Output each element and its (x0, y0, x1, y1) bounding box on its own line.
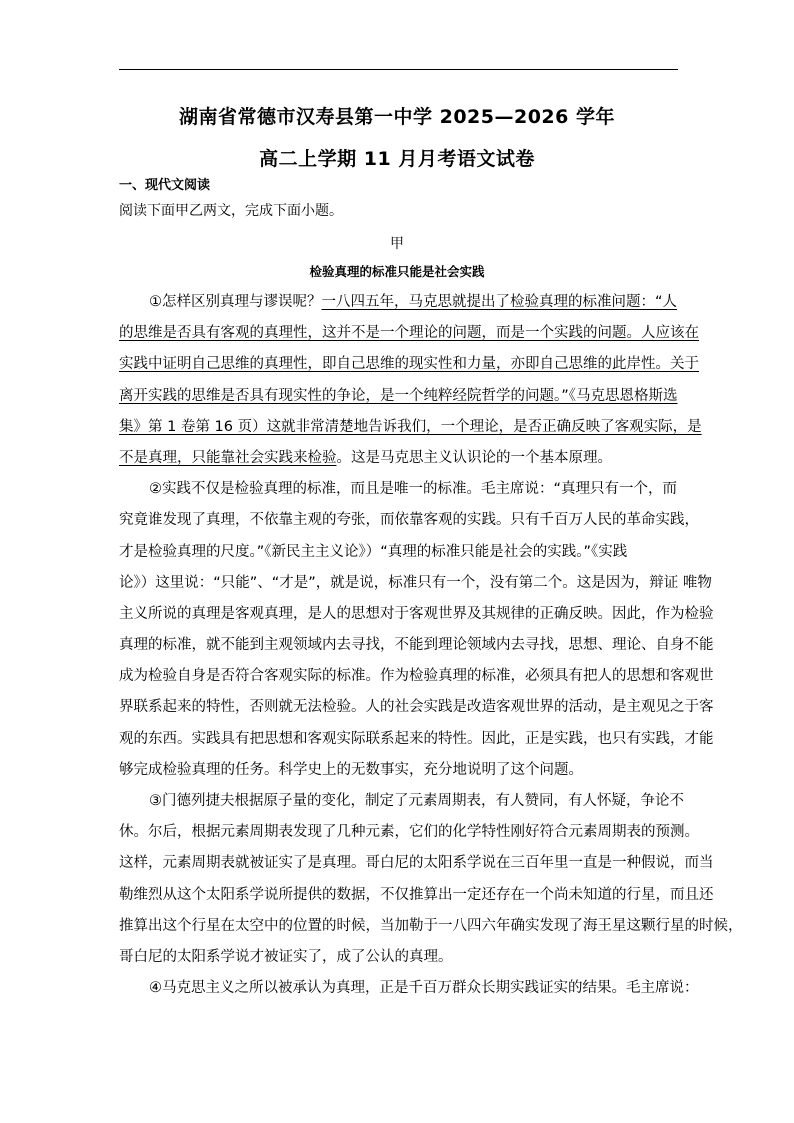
passage-line (119, 755, 679, 786)
passage-line (119, 724, 714, 755)
passage-line (119, 911, 743, 942)
passage-line (119, 474, 679, 505)
passage-line (119, 599, 714, 630)
line-text: ②实践不仅是检验真理的标准，而且是唯一的标准。毛主席说：“真理只有一个，而 (149, 481, 678, 498)
passage-line (119, 661, 714, 692)
line-text: 观的东西。实践具有把思想和客观实际联系起来的特性。因此，正是实践，也只有实践，才能 (119, 730, 714, 747)
passage-line (119, 848, 714, 879)
underlined-text: 集》第 1 卷第 16 页）这就非常清楚地告诉我们，一个理论，是否正确反映了客观实际，是 (119, 418, 702, 435)
passage-line (119, 381, 679, 412)
underlined-text: 不是真理，只能靠社会实践来检验 (119, 449, 337, 466)
line-text: 论》）这里说：“只能”、“才是”，就是说，标准只有一个，没有第二个。这是因为，辩证 唯物 (119, 574, 712, 591)
section-heading: 一、现代文阅读 (119, 178, 211, 193)
underlined-text: 离开实践的思维是否具有现实性的争论，是一个纯粹经院哲学的问题。”《马克思恩格斯选 (119, 387, 678, 404)
passage-line (119, 692, 714, 723)
line-text: 界联系起来的特性，否则就无法检验。人的社会实践是改造客观世界的活动，是主观见之于客 (119, 699, 714, 716)
line-text: 究竟谁发现了真理，不依靠主观的夸张，而依靠客观的实践。只有千百万人民的革命实践， (119, 512, 699, 529)
passage-line (119, 973, 699, 1004)
underlined-text: 一八四五年，马克思就提出了检验真理的标准问题：“人 (321, 294, 678, 310)
passage-line (119, 880, 714, 911)
exam-title-line2: 高二上学期 11 月月考语文试卷 (259, 148, 535, 170)
passage-line (119, 443, 679, 474)
passage-body (119, 287, 743, 1004)
passage-line (119, 349, 699, 380)
line-text: 主义所说的真理是客观真理，是人的思想对于客观世界及其规律的正确反映。因此，作为检验 (119, 605, 714, 622)
line-text: ④马克思主义之所以被承认为真理，正是千百万群众长期实践证实的结果。毛主席说： (149, 980, 699, 997)
passage-line (119, 817, 699, 848)
underlined-text: 实践中证明自己思维的真理性，即自己思维的现实性和力量，亦即自己思维的此岸性。关于 (119, 356, 699, 373)
underlined-text: 的思维是否具有客观的真理性，这并不是一个理论的问题，而是一个实践的问题。人应该在 (119, 325, 699, 342)
line-text: 成为检验自身是否符合客观实际的标准。作为检验真理的标准，必须具有把人的思想和客观世 (119, 668, 714, 685)
passage-label: 甲 (390, 236, 404, 252)
line-text: 休。尔后，根据元素周期表发现了几种元素，它们的化学特性刚好符合元素周期表的预测。 (119, 824, 699, 841)
reading-instruction: 阅读下面甲乙两文，完成下面小题。 (119, 203, 343, 219)
passage-title: 检验真理的标准只能是社会实践 (309, 264, 485, 279)
passage-line (119, 287, 679, 318)
passage-line (119, 568, 712, 599)
line-text: 真理的标准，就不能到主观领域内去寻找，不能到理论领域内去寻找，思想、理论、自身不能 (119, 637, 714, 654)
line-text: 推算出这个行星在太空中的位置的时候，当加勒于一八四六年确实发现了海王星这颗行星的时候， (119, 917, 743, 934)
line-text: ①怎样区别真理与谬误呢？ (149, 294, 322, 310)
passage-line (119, 630, 714, 661)
line-text: ③门德列捷夫根据原子量的变化，制定了元素周期表，有人赞同，有人怀疑，争论不 (149, 793, 684, 809)
passage-line (119, 537, 679, 568)
header-rule (119, 69, 678, 70)
line-text: 。这是马克思主义认识论的一个基本原理。 (336, 449, 612, 466)
passage-line (119, 942, 679, 973)
line-text: 勒维烈从这个太阳系学说所提供的数据，不仅推算出一定还存在一个尚未知道的行星，而且还 (119, 886, 714, 903)
passage-line (119, 505, 699, 536)
line-text: 哥白尼的太阳系学说才被证实了，成了公认的真理。 (119, 948, 453, 965)
line-text: 够完成检验真理的任务。科学史上的无数事实，充分地说明了这个问题。 (119, 761, 583, 778)
line-text: 这样，元素周期表就被证实了是真理。哥白尼的太阳系学说在三百年里一直是一种假说，而当 (119, 855, 714, 872)
passage-line (119, 318, 699, 349)
passage-line (119, 412, 702, 443)
passage-line (119, 786, 684, 817)
exam-title-line1: 湖南省常德市汉寿县第一中学 2025—2026 学年 (179, 106, 615, 128)
line-text: 才是检验真理的尺度。”《新民主主义论》）“真理的标准只能是社会的实践。”《实践 (119, 543, 628, 560)
